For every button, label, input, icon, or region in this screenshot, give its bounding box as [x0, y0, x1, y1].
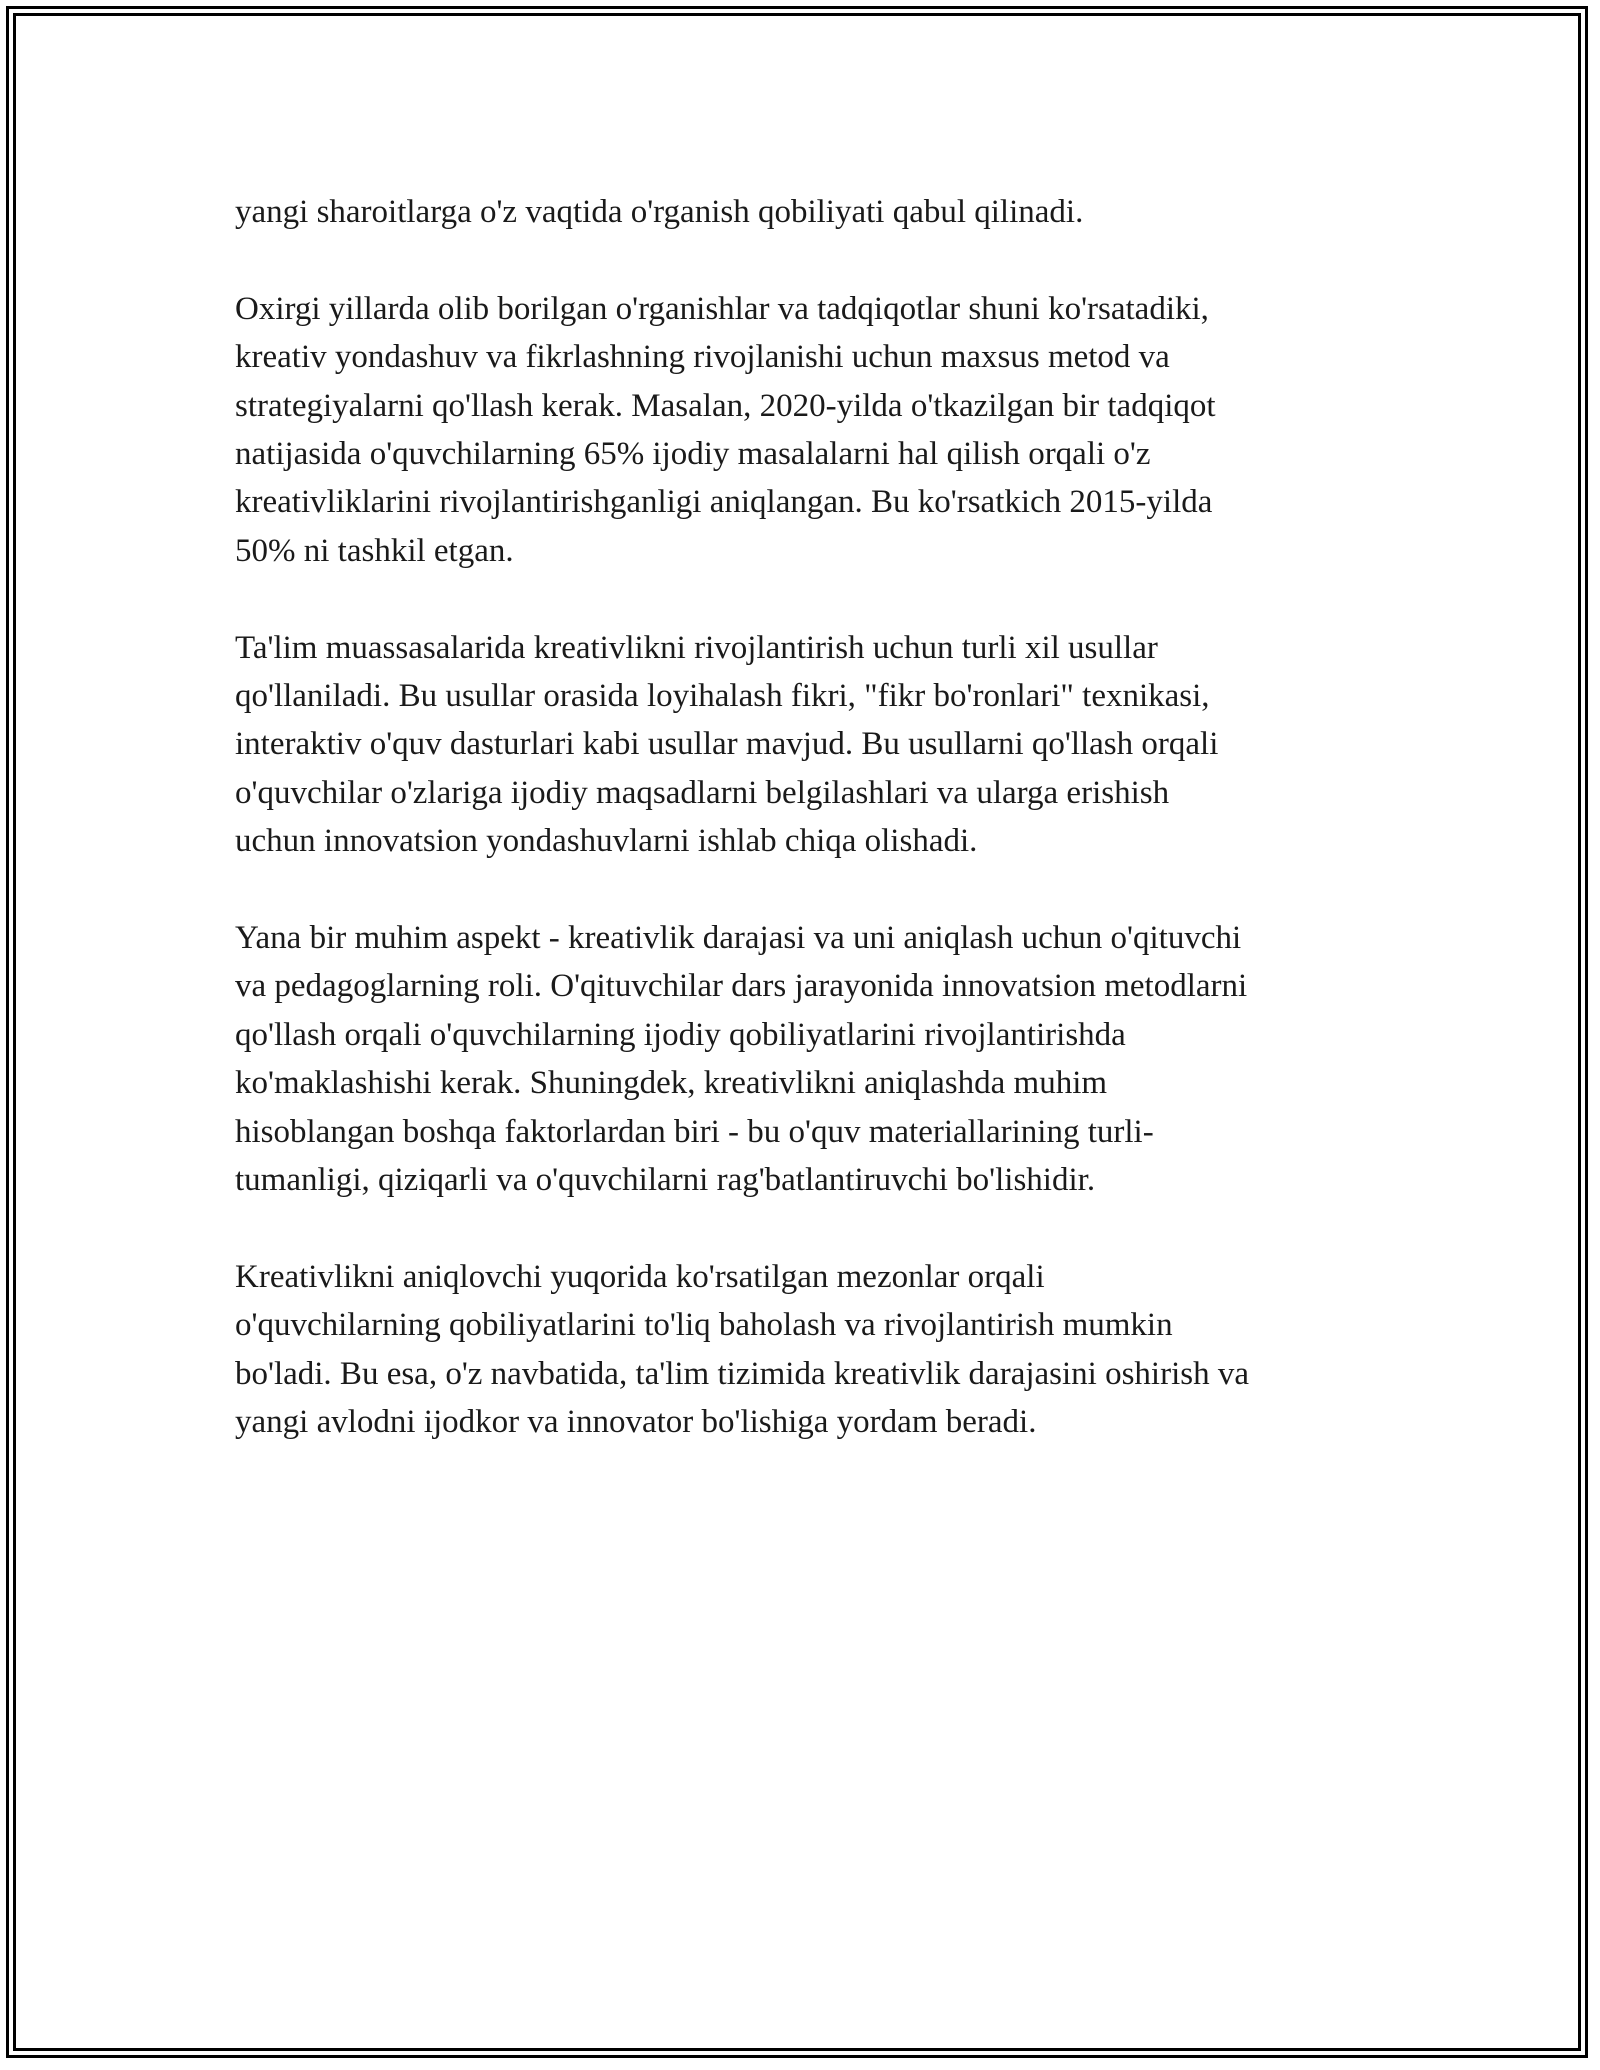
paragraph-1: yangi sharoitlarga o'z vaqtida o'rganish qobiliyati qabul qilinadi.	[235, 194, 1084, 230]
paragraph-3: Ta'lim muassasalarida kreativlikni rivojlantirish uchun turli xil usullar qo'llaniladi. Bu usullar orasida loyihalash fikri, "fikr bo'ronlari" texnikasi, interaktiv o'quv dasturlari kabi usullar mavjud. Bu usullarni qo'llash orqali o'quvchilar o'zlariga ijodiy maqsadlarni belgilashlari va ularga erishish uchun innovatsion yondashuvlarni ishlab chiqa olishadi.	[235, 629, 1219, 860]
paragraph-2: Oxirgi yillarda olib borilgan o'rganishlar va tadqiqotlar shuni ko'rsatadiki, kreativ yondashuv va fikrlashning rivojlanishi uchun maxsus metod va strategiyalarni qo'llash kerak. Masalan, 2020-yilda o'tkazilgan bir tadqiqot natijasida o'quvchilarning 65% ijodiy masalalarni hal qilish orqali o'z kreativliklarini rivojlantirishganligi aniqlangan. Bu ko'rsatkich 2015-yilda 50% ni tashkil etgan.	[235, 290, 1216, 569]
document-body	[235, 188, 1375, 1495]
paragraph-4: Yana bir muhim aspekt - kreativlik darajasi va uni aniqlash uchun o'qituvchi va pedagoglarning roli. O'qituvchilar dars jarayonida innovatsion metodlarni qo'llash orqali o'quvchilarning ijodiy qobiliyatlarini rivojlantirishda ko'maklashishi kerak. Shuningdek, kreativlikni aniqlashda muhim hisoblangan boshqa faktorlardan biri - bu o'quv materiallarining turli- tumanligi, qiziqarli va o'quvchilarni rag'batlantiruvchi bo'lishidir.	[235, 920, 1248, 1199]
paragraph-5: Kreativlikni aniqlovchi yuqorida ko'rsatilgan mezonlar orqali o'quvchilarning qobiliyatlarini to'liq baholash va rivojlantirish mumkin bo'ladi. Bu esa, o'z navbatida, ta'lim tizimida kreativlik darajasini oshirish va yangi avlodni ijodkor va innovator bo'lishiga yordam beradi.	[235, 1258, 1249, 1441]
